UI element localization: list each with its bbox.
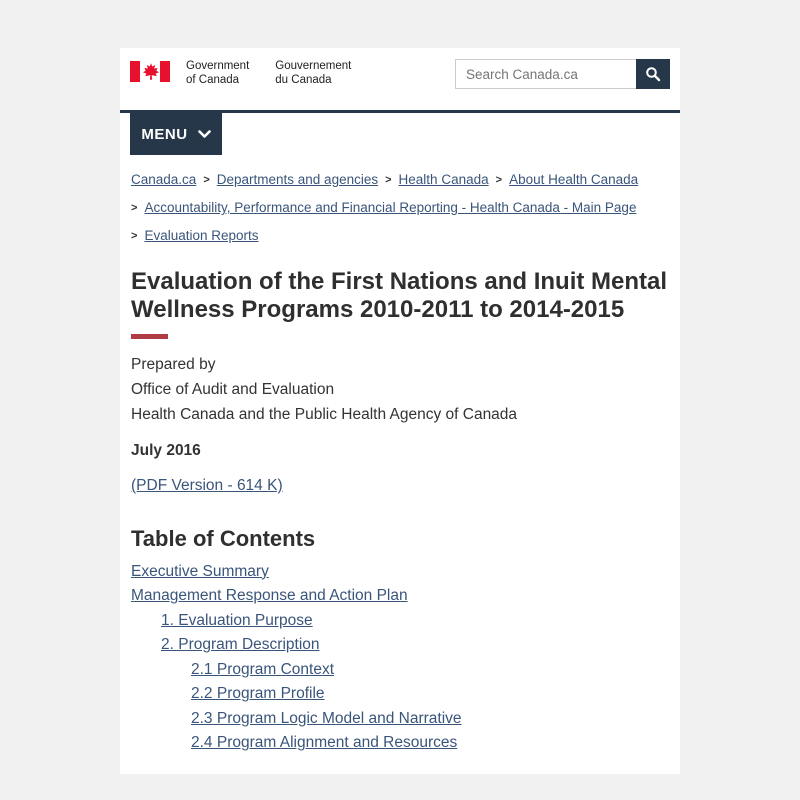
breadcrumb-link-departments-and-agencies[interactable]: Departments and agencies (216, 172, 379, 187)
article-main (120, 268, 680, 751)
toc-item (131, 564, 669, 580)
page-title: Evaluation of the First Nations and Inuit Mental Wellness Programs 2010-2011 to 2014-2015 (131, 268, 668, 324)
byline (131, 352, 669, 427)
toc-item (131, 711, 669, 727)
chevron-down-icon (198, 130, 211, 139)
breadcrumb-item (385, 172, 489, 187)
byline-line-agencies: Health Canada and the Public Health Agency of Canada (131, 405, 518, 423)
breadcrumb-separator-icon: > (131, 229, 138, 242)
menu-button[interactable] (130, 113, 222, 155)
toc-item (131, 613, 669, 629)
signature-wordmark (186, 59, 351, 87)
toc-item (131, 686, 669, 702)
breadcrumb-link-evaluation-reports[interactable]: Evaluation Reports (144, 228, 259, 243)
site-search (455, 59, 670, 89)
breadcrumb-item (131, 200, 636, 215)
byline-line-prepared-by: Prepared by (131, 355, 216, 373)
government-of-canada-signature[interactable] (130, 59, 351, 87)
wordmark-fr-line1: Gouvernement (275, 60, 352, 72)
canada-flag-icon (130, 61, 170, 82)
breadcrumb-link-accountability-reporting[interactable]: Accountability, Performance and Financial Reporting - Health Canada - Main Page (144, 200, 637, 215)
byline-line-office: Office of Audit and Evaluation (131, 380, 335, 398)
breadcrumb-link-health-canada[interactable]: Health Canada (398, 172, 489, 187)
toc-link-management-response[interactable]: Management Response and Action Plan (131, 587, 408, 605)
wordmark-en-line2: of Canada (186, 74, 240, 86)
menu-button-label: MENU (141, 125, 188, 143)
search-input[interactable] (455, 59, 636, 89)
toc-item (131, 637, 669, 653)
table-of-contents-heading: Table of Contents (131, 525, 316, 551)
page-content (120, 48, 680, 774)
breadcrumb-link-about-health-canada[interactable]: About Health Canada (509, 172, 639, 187)
breadcrumb-link-canada-ca[interactable]: Canada.ca (131, 172, 197, 187)
toc-item (131, 588, 669, 604)
publication-date: July 2016 (131, 441, 201, 459)
toc-link-program-logic-model[interactable]: 2.3 Program Logic Model and Narrative (191, 709, 462, 727)
breadcrumb-separator-icon: > (385, 173, 392, 186)
search-button[interactable] (636, 59, 670, 89)
breadcrumb (131, 172, 670, 243)
wordmark-fr-line2: du Canada (275, 74, 332, 86)
breadcrumb-item (131, 228, 259, 243)
toc-link-program-description[interactable]: 2. Program Description (161, 636, 320, 654)
wordmark-french (275, 59, 351, 87)
toc-item (131, 735, 669, 751)
toc-link-program-context[interactable]: 2.1 Program Context (191, 660, 335, 678)
federal-header (120, 48, 680, 110)
main-menu-band (120, 110, 680, 155)
breadcrumb-item (496, 172, 639, 187)
toc-link-executive-summary[interactable]: Executive Summary (131, 562, 269, 580)
toc-item (131, 662, 669, 678)
toc-link-program-profile[interactable]: 2.2 Program Profile (191, 685, 325, 703)
toc-link-program-alignment[interactable]: 2.4 Program Alignment and Resources (191, 734, 458, 752)
breadcrumb-item (203, 172, 378, 187)
toc-link-evaluation-purpose[interactable]: 1. Evaluation Purpose (161, 611, 313, 629)
table-of-contents-list (131, 564, 669, 752)
pdf-version-link[interactable]: (PDF Version - 614 K) (131, 476, 283, 494)
breadcrumb-separator-icon: > (203, 173, 210, 186)
breadcrumb-separator-icon: > (495, 173, 503, 186)
title-red-rule (131, 334, 168, 339)
magnifier-icon (645, 66, 661, 82)
breadcrumb-separator-icon: > (131, 201, 138, 214)
breadcrumb-item (131, 172, 196, 187)
wordmark-en-line1: Government (186, 60, 250, 72)
wordmark-english (186, 59, 249, 87)
